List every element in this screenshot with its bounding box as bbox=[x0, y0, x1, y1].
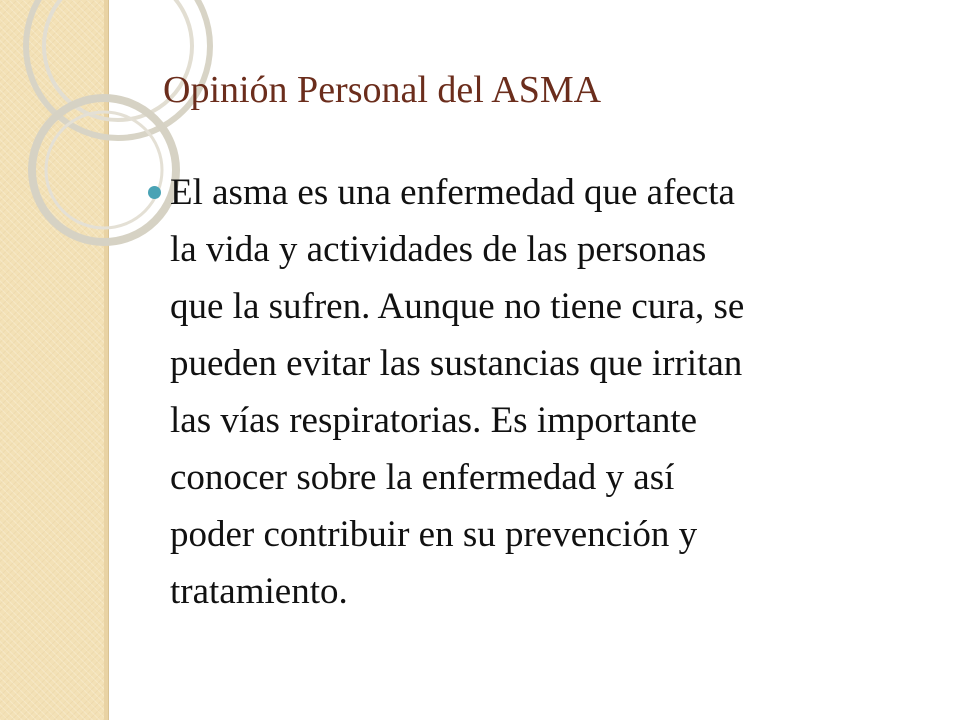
decorative-rings bbox=[0, 0, 130, 260]
bullet-line: las vías respiratorias. Es importante bbox=[170, 400, 698, 441]
bullet-list bbox=[148, 164, 928, 620]
round-bullet-icon bbox=[148, 186, 161, 199]
bullet-line: que la sufren. Aunque no tiene cura, se bbox=[170, 286, 745, 327]
bullet-item bbox=[148, 164, 928, 620]
bullet-line: la vida y actividades de las personas bbox=[170, 229, 707, 270]
bullet-line: El asma es una enfermedad que afecta bbox=[170, 172, 735, 213]
bullet-line: tratamiento. bbox=[170, 571, 348, 612]
bullet-line: poder contribuir en su prevención y bbox=[170, 514, 698, 555]
slide-title: Opinión Personal del ASMA bbox=[163, 69, 602, 111]
bullet-line: conocer sobre la enfermedad y así bbox=[170, 457, 675, 498]
decor-ring-lower-inner bbox=[46, 112, 162, 228]
bullet-line: pueden evitar las sustancias que irritan bbox=[170, 343, 743, 384]
bullet-text bbox=[170, 164, 920, 620]
